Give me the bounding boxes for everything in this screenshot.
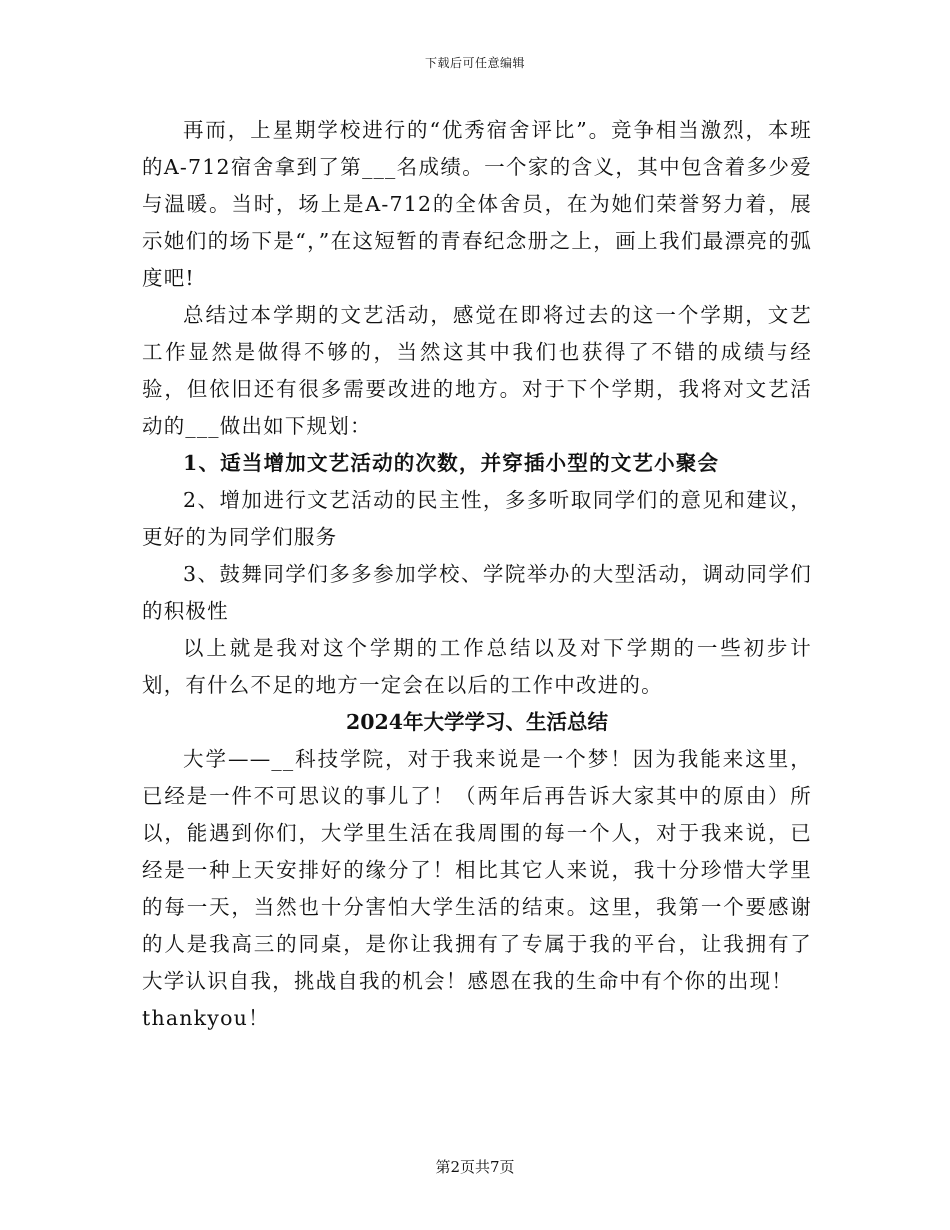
paragraph-arts-summary: 总结过本学期的文艺活动，感觉在即将过去的这一个学期，文艺工作显然是做得不够的，当然这其中我们也获得了不错的成绩与经验，但依旧还有很多需要改进的地方。对于下个学期，我将对文艺活动的___做出如下规划： <box>142 303 812 438</box>
page-footer: 第2页共7页 <box>435 1158 515 1176</box>
document-body <box>142 112 812 1037</box>
plan-item-1: 1、适当增加文艺活动的次数，并穿插小型的文艺小聚会 <box>183 451 720 475</box>
paragraph-thankyou: thankyou！ <box>142 1006 270 1030</box>
plan-item-2: 2、增加进行文艺活动的民主性，多多听取同学们的意见和建议，更好的为同学们服务 <box>142 488 812 549</box>
paragraph-conclusion: 以上就是我对这个学期的工作总结以及对下学期的一些初步计划，有什么不足的地方一定会在以后的工作中改进的。 <box>142 636 812 697</box>
paragraph-university: 大学——__科技学院，对于我来说是一个梦！因为我能来这里，已经是一件不可思议的事儿了！（两年后再告诉大家其中的原由）所以，能遇到你们，大学里生活在我周围的每一个人，对于我来说，已经是一种上天安排好的缘分了！相比其它人来说，我十分珍惜大学里的每一天，当然也十分害怕大学生活的结束。这里，我第一个要感谢的人是我高三的同桌，是你让我拥有了专属于我的平台，让我拥有了大学认识自我，挑战自我的机会！感恩在我的生命中有个你的出现！ <box>142 747 812 993</box>
paragraph-dorm-contest: 再而，上星期学校进行的“优秀宿舍评比”。竞争相当激烈，本班的A-712宿舍拿到了第___名成绩。一个家的含义，其中包含着多少爱与温暖。当时，场上是A-712的全体舍员，在为她们荣誉努力着，展示她们的场下是“，”在这短暂的青春纪念册之上，画上我们最漂亮的弧度吧! <box>142 118 812 290</box>
page-header: 下载后可任意编辑 <box>424 56 525 70</box>
plan-item-3: 3、鼓舞同学们多多参加学校、学院举办的大型活动，调动同学们的积极性 <box>142 562 812 623</box>
section-title: 2024年大学学习、生活总结 <box>345 710 609 734</box>
